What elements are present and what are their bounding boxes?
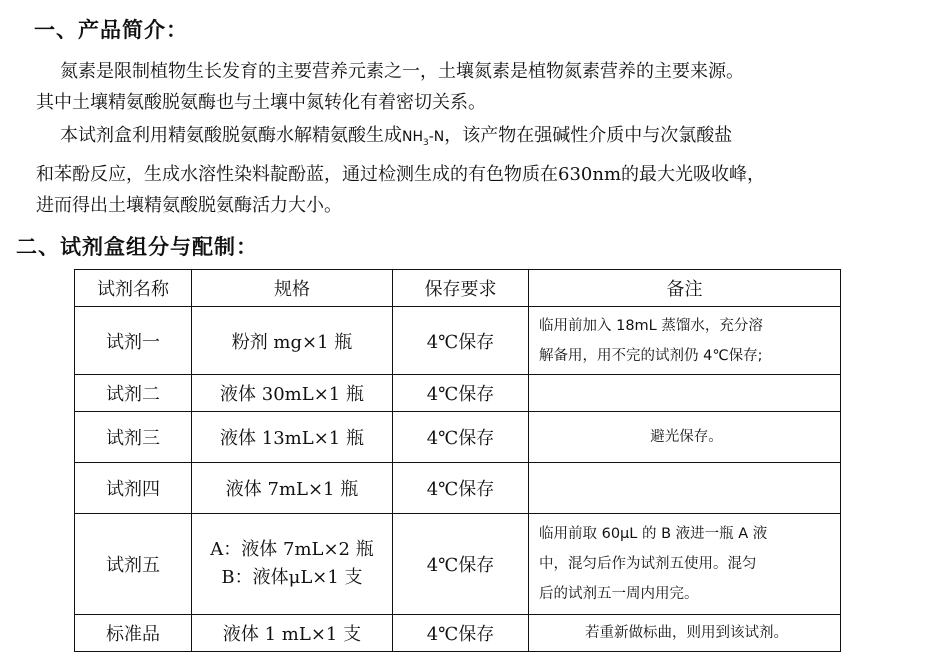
formula-subscript: 3 [423, 137, 429, 148]
note-line: 后的试剂五一周内用完。 [539, 586, 699, 602]
reagent-spec-cell [192, 514, 393, 615]
reagent-storage-cell: 4℃保存 [393, 412, 529, 463]
reagent-note-cell [529, 463, 841, 514]
text-line: 和苯酚反应，生成水溶性染料靛酚蓝，通过检测生成的有色物质在630nm的最大光吸收峰， [36, 163, 766, 185]
text-segment: ，该产物在强碱性介质中与次氯酸盐 [444, 125, 733, 146]
reagent-spec-cell: 粉剂 mg×1 瓶 [192, 307, 393, 375]
reagent-name-cell: 试剂四 [75, 463, 192, 514]
spec-line: B：液体μL×1 支 [221, 567, 363, 588]
table-row [75, 514, 841, 615]
reagent-name-cell: 标准品 [75, 615, 192, 652]
reagent-note-cell [529, 375, 841, 412]
table-row [75, 412, 841, 463]
table-header-row [75, 270, 841, 307]
column-header: 备注 [529, 270, 841, 307]
intro-paragraph-1 [36, 56, 906, 118]
column-header: 保存要求 [393, 270, 529, 307]
text-line: 进而得出土壤精氨酸脱氨酶活力大小。 [36, 194, 342, 216]
reagent-storage-cell: 4℃保存 [393, 307, 529, 375]
text-line [36, 120, 906, 159]
reagent-storage-cell: 4℃保存 [393, 514, 529, 615]
reagent-note-cell [529, 514, 841, 615]
reagent-storage-cell: 4℃保存 [393, 463, 529, 514]
table-row [75, 375, 841, 412]
section-title-intro: 一、产品简介： [34, 18, 188, 42]
reagent-spec-cell: 液体 30mL×1 瓶 [192, 375, 393, 412]
reagent-table [74, 269, 841, 652]
section-title-components: 二、试剂盒组分与配制： [16, 235, 258, 259]
table-row [75, 615, 841, 652]
reagent-name-cell: 试剂三 [75, 412, 192, 463]
reagent-name-cell: 试剂一 [75, 307, 192, 375]
formula-tail: -N [428, 129, 445, 145]
reagent-storage-cell: 4℃保存 [393, 615, 529, 652]
reagent-storage-cell: 4℃保存 [393, 375, 529, 412]
text-line: 氮素是限制植物生长发育的主要营养元素之一，土壤氮素是植物氮素营养的主要来源。 [60, 61, 744, 82]
spec-line: A：液体 7mL×2 瓶 [210, 539, 374, 560]
reagent-spec-cell: 液体 7mL×1 瓶 [192, 463, 393, 514]
reagent-note-cell: 避光保存。 [529, 412, 841, 463]
text-segment: 本试剂盒利用精氨酸脱氨酶水解精氨酸生成 [60, 125, 402, 146]
reagent-note-cell: 若重新做标曲，则用到该试剂。 [529, 615, 841, 652]
table-row [75, 463, 841, 514]
note-line: 临用前取 60μL 的 B 液进一瓶 A 液 [539, 526, 768, 542]
reagent-spec-cell: 液体 13mL×1 瓶 [192, 412, 393, 463]
text-line: 其中土壤精氨酸脱氨酶也与土壤中氮转化有着密切关系。 [36, 92, 486, 113]
reagent-name-cell: 试剂二 [75, 375, 192, 412]
reagent-note-cell [529, 307, 841, 375]
note-line: 中，混匀后作为试剂五使用。混匀 [539, 556, 757, 572]
note-line: 临用前加入 18mL 蒸馏水，充分溶 [539, 317, 763, 334]
column-header: 试剂名称 [75, 270, 192, 307]
chemical-formula [402, 129, 445, 148]
column-header: 规格 [192, 270, 393, 307]
formula-main: NH [402, 129, 423, 145]
intro-paragraph-2 [36, 120, 906, 221]
reagent-name-cell: 试剂五 [75, 514, 192, 615]
table-row [75, 307, 841, 375]
note-line: 解备用，用不完的试剂仍 4℃保存; [539, 347, 763, 364]
reagent-spec-cell: 液体 1 mL×1 支 [192, 615, 393, 652]
